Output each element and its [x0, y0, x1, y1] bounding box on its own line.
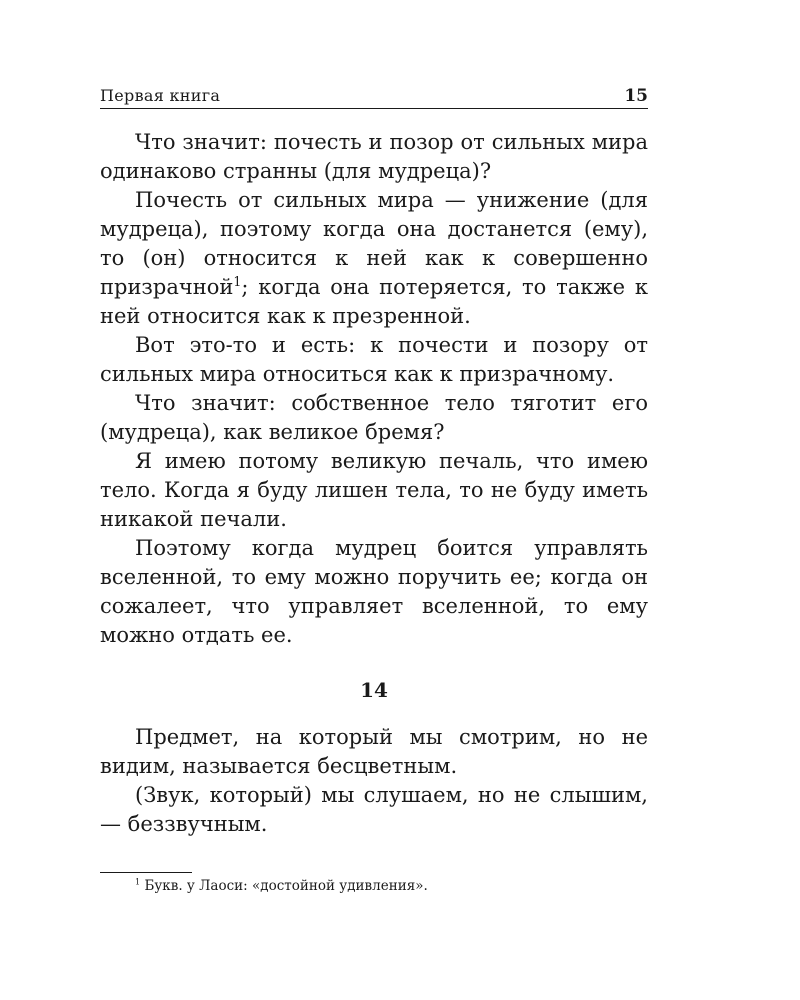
paragraph-7: Предмет, на который мы смотрим, но не видим, называется бесцветным.	[100, 725, 648, 778]
header-divider	[100, 108, 648, 109]
paragraph-1: Что значит: почесть и позор от сильных мира одинаково странны (для мудреца)?	[100, 130, 648, 183]
paragraph-6: Поэтому когда мудрец боится управлять вселенной, то ему можно поручить ее; когда он сожалеет, что управляет вселенной, то ему можно отдать ее.	[100, 536, 648, 647]
footnote-divider	[100, 872, 192, 873]
section-number: 14	[360, 678, 388, 702]
paragraph-2	[100, 186, 648, 331]
paragraph-2-text-b: ; когда она потеряется, то также к ней относится как к презренной.	[100, 275, 648, 328]
main-text	[100, 128, 648, 839]
paragraph-2-text-a: Почесть от сильных мира — унижение (для мудреца), поэтому когда она достанется (ему), то (он) относится к ней как к совершенно призрачной	[100, 188, 648, 299]
footnote-mark: 1	[135, 876, 141, 887]
footnote-text: Букв. у Лаоси: «достойной удивления».	[140, 878, 428, 894]
footnote-reference: 1	[233, 274, 242, 289]
paragraph-3: Вот это-то и есть: к почести и позору от сильных мира относиться как к призрачному.	[100, 333, 648, 386]
paragraph-4: Что значит: собственное тело тяготит его (мудреца), как великое бремя?	[100, 391, 648, 444]
running-header	[100, 86, 648, 110]
paragraph-5: Я имею потому великую печаль, что имею тело. Когда я буду лишен тела, то не буду иметь никакой печали.	[100, 449, 648, 531]
paragraph-8: (Звук, который) мы слушаем, но не слышим, — беззвучным.	[100, 783, 648, 836]
running-title: Первая книга	[100, 86, 221, 105]
footnote	[100, 877, 648, 895]
page-number: 15	[624, 86, 648, 106]
